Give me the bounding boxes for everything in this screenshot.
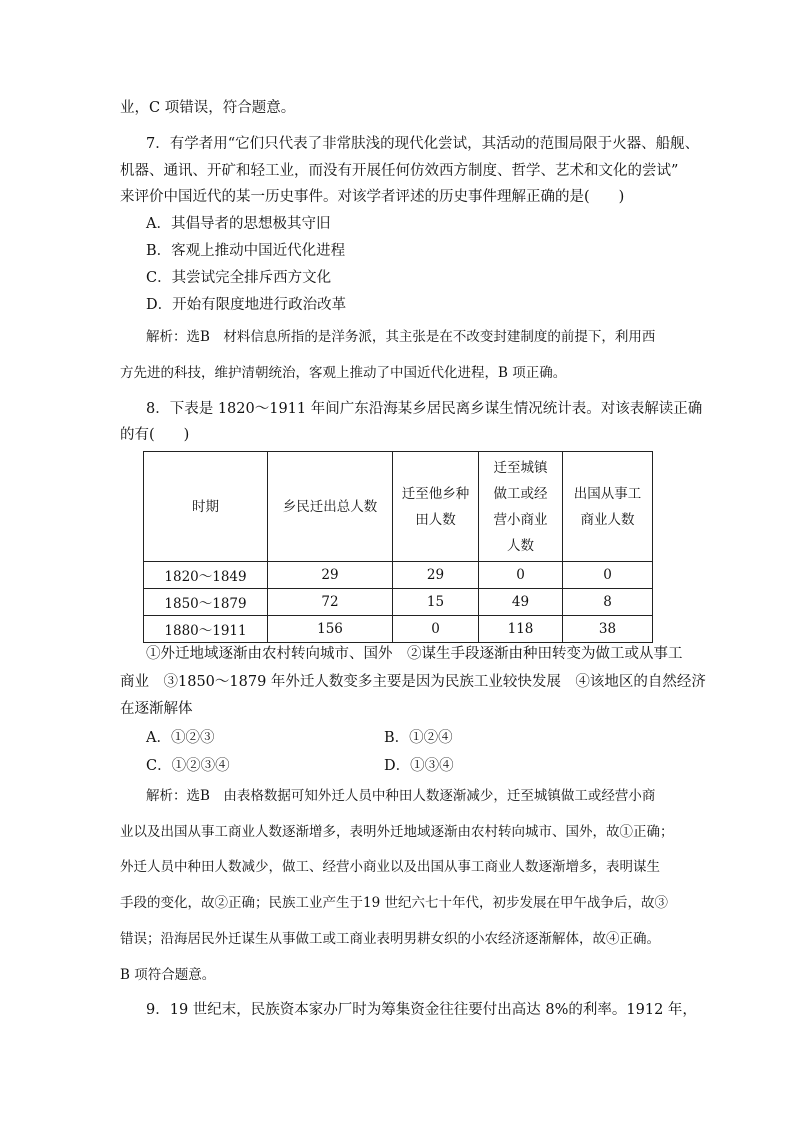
explanation: B 项符合题意。 (120, 967, 216, 983)
header-city: 迁至城镇 做工或经 营小商业 人数 (479, 452, 563, 562)
text-line: 业，C 项错误，符合题意。 (120, 100, 296, 116)
cell-farm: 0 (393, 616, 479, 643)
header-abroad: 出国从事工 商业人数 (563, 452, 653, 562)
option-b: B．①②④ (384, 730, 453, 746)
cell-farm: 15 (393, 589, 479, 616)
header-farm: 迁至他乡种 田人数 (393, 452, 479, 562)
option-c: C．①②③④ (146, 758, 230, 774)
option-b: B．客观上推动中国近代化进程 (146, 243, 346, 259)
question-7-stem: 来评价中国近代的某一历史事件。对该学者评述的历史事件理解正确的是( ) (120, 189, 625, 205)
option-c: C．其尝试完全排斥西方文化 (146, 270, 332, 286)
option-a: A．①②③ (146, 730, 215, 746)
explanation: 错误；沿海居民外迁谋生从事做工或工商业表明男耕女织的小农经济逐渐解体，故④正确。 (120, 931, 660, 947)
cell-city: 49 (479, 589, 563, 616)
cell-period: 1820～1849 (144, 562, 268, 589)
cell-abroad: 38 (563, 616, 653, 643)
question-7-stem: 机器、通讯、开矿和轻工业，而没有开展任何仿效西方制度、哲学、艺术和文化的尝试” (120, 163, 679, 179)
statement-line: 商业 ③1850～1879 年外迁人数变多主要是因为民族工业较快发展 ④该地区的自然经济 (120, 674, 706, 690)
cell-abroad: 8 (563, 589, 653, 616)
question-7-stem: 7．有学者用“它们只代表了非常肤浅的现代化尝试，其活动的范围局限于火器、船舰、 (146, 136, 700, 152)
question-8-stem: 的有( ) (120, 427, 190, 443)
cell-period: 1850～1879 (144, 589, 268, 616)
cell-abroad: 0 (563, 562, 653, 589)
explanation: 手段的变化，故②正确；民族工业产生于19 世纪六七十年代，初步发展在甲午战争后，故③ (120, 895, 668, 911)
table-row (144, 616, 653, 643)
cell-total: 156 (268, 616, 393, 643)
cell-total: 72 (268, 589, 393, 616)
explanation: 外迁人员中种田人数减少，做工、经营小商业以及出国从事工商业人数逐渐增多，表明谋生 (120, 859, 660, 875)
table-row (144, 589, 653, 616)
table-row (144, 562, 653, 589)
cell-city: 118 (479, 616, 563, 643)
question-9-stem: 9．19 世纪末，民族资本家办厂时为筹集资金往往要付出高达 8%的利率。1912 年， (146, 1002, 697, 1018)
option-a: A．其倡导者的思想极其守旧 (146, 216, 331, 232)
question-8-stem: 8．下表是 1820～1911 年间广东沿海某乡居民离乡谋生情况统计表。对该表解读正确 (146, 401, 703, 417)
header-period: 时期 (144, 452, 268, 562)
explanation: 方先进的科技，维护清朝统治，客观上推动了中国近代化进程，B 项正确。 (120, 365, 567, 381)
header-total: 乡民迁出总人数 (268, 452, 393, 562)
cell-city: 0 (479, 562, 563, 589)
statistics-table (143, 451, 653, 643)
option-d: D．开始有限度地进行政治改革 (146, 297, 347, 313)
cell-farm: 29 (393, 562, 479, 589)
statement-line: 在逐渐解体 (120, 701, 193, 717)
cell-total: 29 (268, 562, 393, 589)
cell-period: 1880～1911 (144, 616, 268, 643)
option-d: D．①③④ (384, 758, 454, 774)
explanation: 解析：选B 由表格数据可知外迁人员中种田人数逐渐减少，迁至城镇做工或经营小商 (146, 788, 656, 804)
explanation: 业以及出国从事工商业人数逐渐增多，表明外迁地域逐渐由农村转向城市、国外，故①正确； (120, 824, 674, 840)
explanation: 解析：选B 材料信息所指的是洋务派，其主张是在不改变封建制度的前提下，利用西 (146, 329, 656, 345)
statement-line: ①外迁地域逐渐由农村转向城市、国外 ②谋生手段逐渐由种田转变为做工或从事工 (146, 646, 683, 662)
